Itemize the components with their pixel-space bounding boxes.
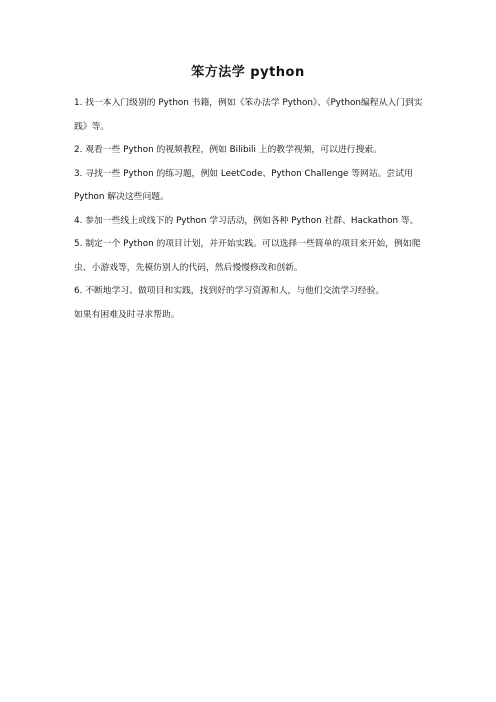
document-body (74, 92, 428, 327)
paragraph-1: 1. 找一本入门级别的 Python 书籍，例如《笨办法学 Python》、《Python编程从入门到实践》等。 (74, 98, 423, 132)
paragraph-5: 5. 制定一个 Python 的项目计划，并开始实践。可以选择一些简单的项目来开始，例如爬虫、小游戏等，先模仿别人的代码，然后慢慢修改和创新。 (74, 239, 421, 273)
paragraph-2: 2. 观看一些 Python 的视频教程，例如 Bilibili 上的教学视频，可以进行搜索。 (74, 145, 382, 155)
closing-note: 如果有困难及时寻求帮助。 (74, 309, 180, 320)
paragraph-6: 6. 不断地学习、做项目和实践，找到好的学习资源和人，与他们交流学习经验。 (74, 286, 385, 296)
paragraph-4: 4. 参加一些线上或线下的 Python 学习活动，例如各种 Python 社群、Hackathon 等。 (74, 215, 419, 226)
document-title: 笨方法学 python (191, 65, 305, 80)
paragraph-3: 3. 寻找一些 Python 的练习题，例如 LeetCode、Python Challenge 等网站。尝试用 Python 解决这些问题。 (74, 168, 413, 202)
